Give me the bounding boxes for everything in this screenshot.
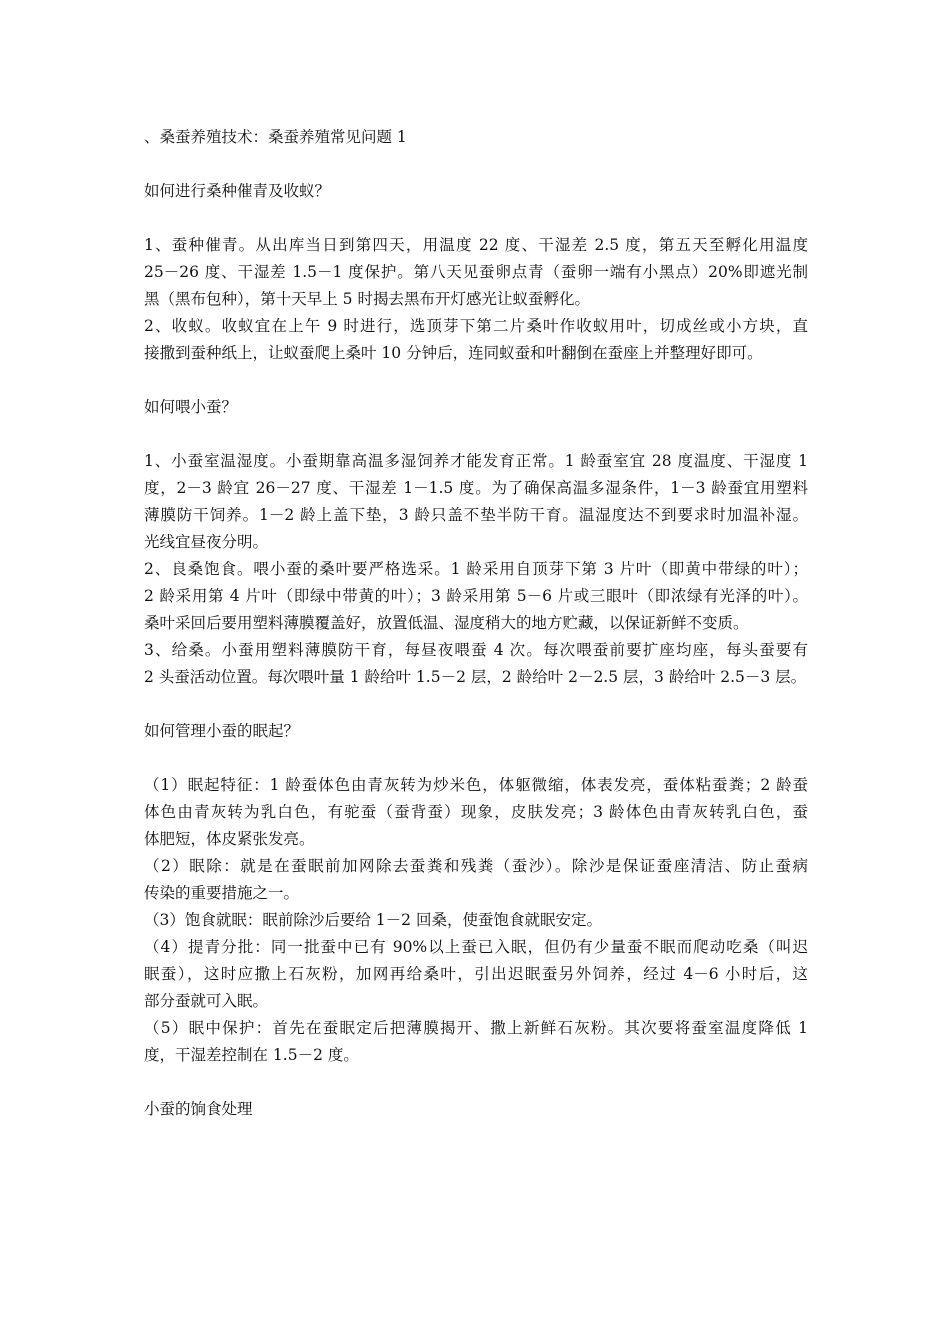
text-line: 2 头蚕活动位置。每次喂叶量 1 龄给叶 1.5－2 层，2 龄给叶 2－2.5 层，3 龄给叶 2.5－3 层。 (144, 668, 807, 686)
paragraph (144, 637, 808, 691)
spacer (144, 421, 808, 448)
paragraph (144, 1015, 808, 1069)
text-line: 接撒到蚕种纸上，让蚁蚕爬上桑叶 10 分钟后，连同蚁蚕和叶翻倒在蚕座上并整理好即可。 (144, 344, 763, 362)
section-heading: 小蚕的饷食处理 (144, 1100, 253, 1118)
text-line: 2 龄采用第 4 片叶（即绿中带黄的叶）；3 龄采用第 5－6 片或三眼叶（即浓绿有光泽的叶）。 (144, 587, 808, 605)
spacer (144, 151, 808, 178)
paragraph (144, 556, 808, 637)
section-heading: 如何管理小蚕的眠起？ (144, 722, 300, 740)
paragraph (144, 907, 808, 934)
section-heading: 如何喂小蚕？ (144, 398, 238, 416)
text-line: 25－26 度、干湿差 1.5－1 度保护。第八天见蚕卵点青（蚕卵一端有小黑点）20%即遮光制 (144, 263, 808, 281)
text-line: 2、良桑饱食。喂小蚕的桑叶要严格选采。1 龄采用自顶芽下第 3 片叶（即黄中带绿的叶）； (144, 560, 808, 578)
document-page (144, 124, 808, 1123)
text-line: 度，2－3 龄宜 26－27 度、干湿差 1－1.5 度。为了确保高温多湿条件，1－3 龄蚕宜用塑料 (144, 479, 808, 497)
text-line: （4）提青分批：同一批蚕中已有 90%以上蚕已入眠，但仍有少量蚕不眠而爬动吃桑（叫迟 (144, 938, 808, 956)
spacer (144, 745, 808, 772)
text-line: 体色由青灰转为乳白色，有驼蚕（蚕背蚕）现象，皮肤发亮；3 龄体色由青灰转乳白色，蚕 (144, 803, 808, 821)
text-line: 桑叶采回后要用塑料薄膜覆盖好，放置低温、湿度稍大的地方贮藏，以保证新鲜不变质。 (144, 614, 749, 632)
text-line: 部分蚕就可入眠。 (144, 992, 269, 1010)
paragraph (144, 853, 808, 907)
text-line: 薄膜防干饲养。1－2 龄上盖下垫，3 龄只盖不垫半防干育。温湿度达不到要求时加温补湿。 (144, 506, 808, 524)
text-line: 传染的重要措施之一。 (144, 884, 300, 902)
text-line: （3）饱食就眠：眠前除沙后要给 1－2 回桑，使蚕饱食就眠安定。 (144, 911, 602, 929)
spacer (144, 205, 808, 232)
document-title: 、桑蚕养殖技术：桑蚕养殖常见问题 1 (144, 128, 407, 146)
text-line: 眠蚕），这时应撒上石灰粉，加网再给桑叶，引出迟眠蚕另外饲养，经过 4－6 小时后，这 (144, 965, 808, 983)
text-line: （1）眠起特征：1 龄蚕体色由青灰转为炒米色，体躯微缩，体表发亮，蚕体粘蚕粪；2 龄蚕 (144, 776, 808, 794)
text-line: 2、收蚁。收蚁宜在上午 9 时进行，选顶芽下第二片桑叶作收蚁用叶，切成丝或小方块，直 (144, 317, 808, 335)
text-line: 3、给桑。小蚕用塑料薄膜防干育，每昼夜喂蚕 4 次。每次喂蚕前要扩座均座，每头蚕要有 (144, 641, 808, 659)
spacer (144, 691, 808, 718)
paragraph (144, 232, 808, 313)
paragraph (144, 934, 808, 1015)
section-heading: 如何进行桑种催青及收蚁？ (144, 182, 331, 200)
text-line: 度，干湿差控制在 1.5－2 度。 (144, 1046, 359, 1064)
text-line: （5）眠中保护：首先在蚕眠定后把薄膜揭开、撒上新鲜石灰粉。其次要将蚕室温度降低 1 (144, 1019, 808, 1037)
text-line: 1、小蚕室温湿度。小蚕期靠高温多湿饲养才能发育正常。1 龄蚕室宜 28 度温度、干湿度 1 (144, 452, 808, 470)
spacer (144, 367, 808, 394)
text-line: 黑（黑布包种），第十天早上 5 时揭去黑布开灯感光让蚁蚕孵化。 (144, 290, 590, 308)
paragraph (144, 772, 808, 853)
text-line: 光线宜昼夜分明。 (144, 533, 269, 551)
paragraph (144, 313, 808, 367)
text-line: 1、蚕种催青。从出库当日到第四天，用温度 22 度、干湿差 2.5 度，第五天至孵化用温度 (144, 236, 808, 254)
text-line: （2）眠除：就是在蚕眠前加网除去蚕粪和残粪（蚕沙）。除沙是保证蚕座清洁、防止蚕病 (144, 857, 808, 875)
spacer (144, 1069, 808, 1096)
text-line: 体肥短，体皮紧张发亮。 (144, 830, 315, 848)
paragraph (144, 448, 808, 556)
